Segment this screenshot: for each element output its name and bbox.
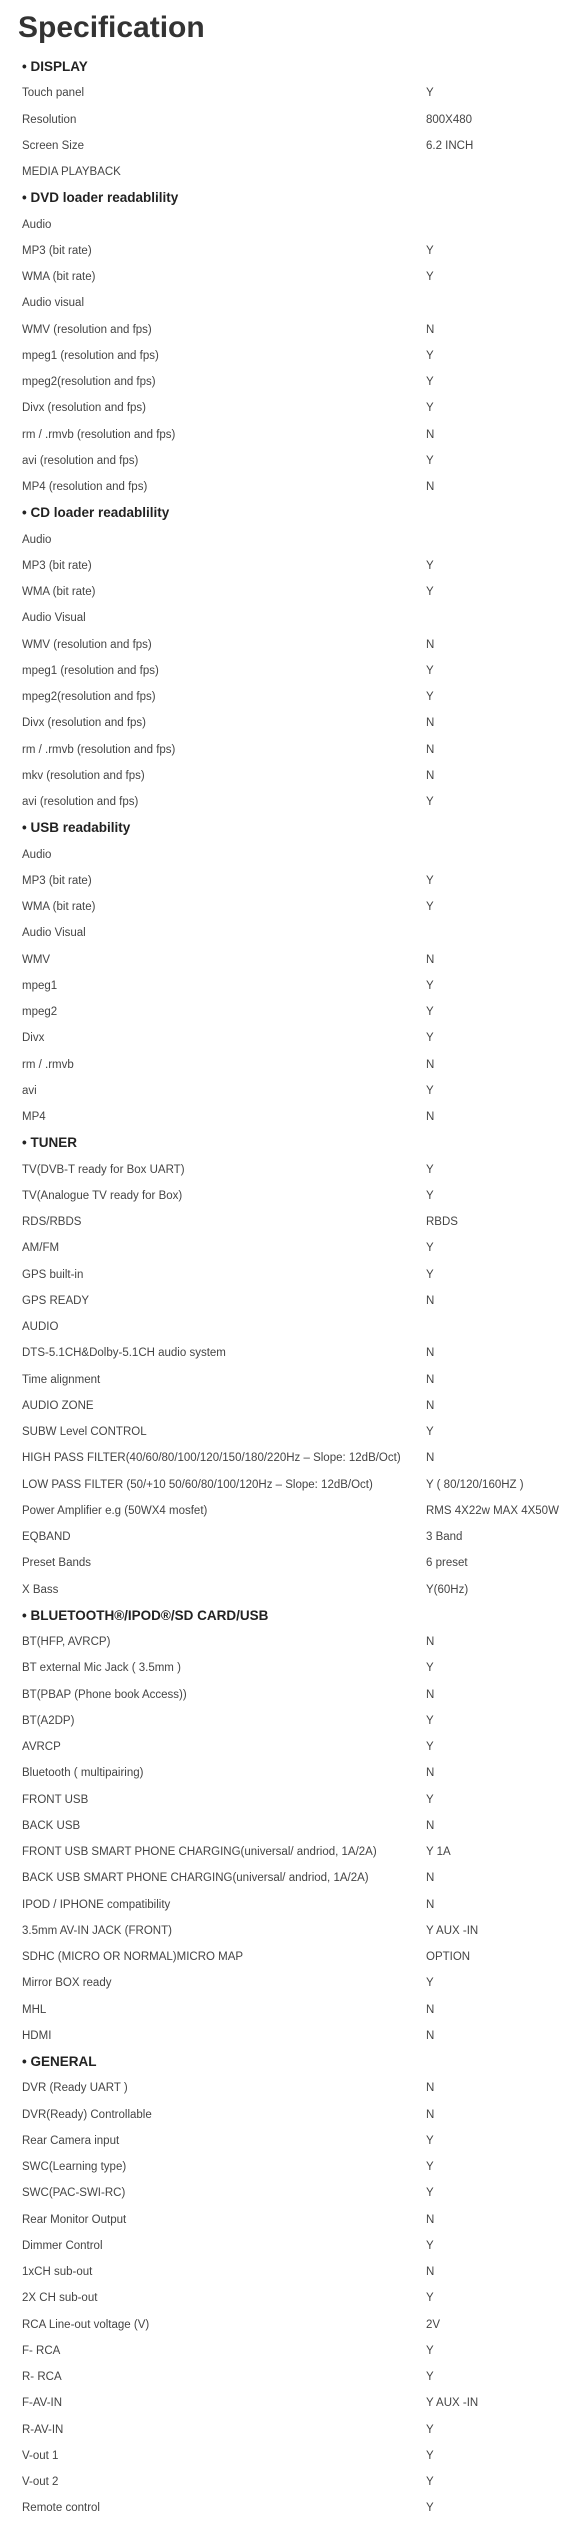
spec-value: Y	[426, 349, 434, 362]
spec-row	[8, 343, 575, 369]
spec-value: Y	[426, 1163, 434, 1176]
spec-row	[8, 1367, 575, 1393]
spec-value: Y	[426, 901, 434, 913]
spec-row	[8, 1235, 575, 1261]
spec-label: LOW PASS FILTER (50/+10 50/60/80/100/120Hz – Slope: 12dB/Oct)	[22, 1478, 373, 1491]
spec-row	[8, 553, 575, 579]
section-heading	[8, 815, 575, 841]
spec-row	[8, 2338, 575, 2364]
spec-row	[8, 920, 575, 946]
spec-label: FRONT USB	[22, 1793, 89, 1806]
spec-label: mpeg1 (resolution and fps)	[22, 349, 159, 362]
spec-label: rm / .rmvb	[22, 1058, 74, 1071]
spec-row	[8, 1524, 575, 1550]
spec-label: WMA (bit rate)	[22, 271, 96, 283]
spec-row	[8, 264, 575, 290]
spec-row	[8, 80, 575, 106]
spec-value: Y ( 80/120/160HZ )	[426, 1478, 524, 1491]
spec-value: Y	[426, 2239, 434, 2252]
spec-row	[8, 2233, 575, 2259]
spec-label: R-AV-IN	[22, 2423, 64, 2436]
spec-value: Y	[426, 1426, 434, 1438]
spec-value: Y	[426, 2476, 434, 2488]
spec-value: N	[426, 2003, 435, 2016]
spec-label: V-out 2	[22, 2476, 59, 2488]
spec-row	[8, 133, 575, 159]
spec-row	[8, 1760, 575, 1786]
spec-row	[8, 710, 575, 736]
spec-value: Y	[426, 1006, 434, 1018]
spec-label: mpeg2(resolution and fps)	[22, 691, 156, 703]
spec-label: Resolution	[22, 113, 77, 126]
spec-value: Y	[426, 2423, 434, 2436]
section-heading	[8, 2049, 575, 2075]
spec-label: BACK USB SMART PHONE CHARGING(universal/ andriod, 1A/2A)	[22, 1872, 369, 1885]
spec-value: 2V	[426, 2318, 441, 2331]
spec-row	[8, 2285, 575, 2311]
spec-label: 1xCH sub-out	[22, 2266, 93, 2278]
spec-row	[8, 1288, 575, 1314]
spec-label: MP4 (resolution and fps)	[22, 481, 148, 493]
spec-label: SDHC (MICRO OR NORMAL)MICRO MAP	[22, 1951, 244, 1963]
spec-value: N	[426, 1452, 435, 1465]
section-title: • DISPLAY	[22, 59, 88, 74]
spec-row	[8, 2102, 575, 2128]
spec-value: N	[426, 323, 435, 336]
spec-row	[8, 1944, 575, 1970]
spec-value: Y	[426, 1714, 434, 1727]
spec-row	[8, 2075, 575, 2101]
spec-row	[8, 1078, 575, 1104]
spec-value: Y	[426, 2161, 434, 2173]
spec-row	[8, 369, 575, 395]
spec-value: N	[426, 1399, 435, 1412]
spec-row	[8, 2154, 575, 2180]
spec-value: N	[426, 1898, 435, 1911]
spec-label: Divx (resolution and fps)	[22, 717, 146, 730]
spec-row	[8, 2417, 575, 2443]
spec-label: Audio	[22, 218, 52, 231]
spec-row	[8, 973, 575, 999]
spec-label: BT(A2DP)	[22, 1714, 75, 1727]
spec-row	[8, 527, 575, 553]
spec-label: BACK USB	[22, 1819, 81, 1832]
spec-label: Rear Monitor Output	[22, 2213, 127, 2226]
spec-label: AM/FM	[22, 1242, 60, 1255]
spec-label: WMA (bit rate)	[22, 901, 96, 913]
spec-label: GPS built-in	[22, 1268, 84, 1281]
spec-label: MEDIA PLAYBACK	[22, 166, 121, 178]
spec-label: WMV (resolution and fps)	[22, 638, 152, 651]
spec-value: Y	[426, 1662, 434, 1675]
spec-label: BT(HFP, AVRCP)	[22, 1636, 111, 1648]
spec-label: Audio Visual	[22, 612, 86, 625]
spec-label: mpeg2(resolution and fps)	[22, 376, 156, 388]
spec-row	[8, 868, 575, 894]
spec-label: WMA (bit rate)	[22, 586, 96, 598]
spec-label: DVR (Ready UART )	[22, 2082, 128, 2095]
spec-label: rm / .rmvb (resolution and fps)	[22, 743, 176, 756]
spec-value: Y	[426, 402, 434, 415]
spec-row	[8, 1393, 575, 1419]
spec-label: MP3 (bit rate)	[22, 874, 92, 887]
section-title: • GENERAL	[22, 2054, 97, 2069]
spec-value: 800X480	[426, 113, 473, 126]
spec-label: 3.5mm AV-IN JACK (FRONT)	[22, 1924, 172, 1937]
spec-row	[8, 2128, 575, 2154]
spec-value: Y	[426, 2371, 434, 2383]
section-heading	[8, 1603, 575, 1629]
section-heading	[8, 500, 575, 526]
spec-value: N	[426, 481, 435, 493]
spec-value: Y	[426, 1268, 434, 1281]
spec-label: mpeg1 (resolution and fps)	[22, 664, 159, 677]
spec-row	[8, 1734, 575, 1760]
spec-value: N	[426, 769, 435, 782]
spec-row	[8, 1262, 575, 1288]
spec-value: Y	[426, 664, 434, 677]
spec-label: EQBAND	[22, 1531, 71, 1543]
spec-value: 6.2 INCH	[426, 139, 474, 152]
spec-value: Y	[426, 586, 434, 598]
spec-label: R- RCA	[22, 2371, 62, 2383]
spec-row	[8, 2495, 575, 2521]
spec-value: Y AUX -IN	[426, 1924, 479, 1937]
spec-row	[8, 2207, 575, 2233]
spec-label: Time alignment	[22, 1373, 101, 1386]
spec-label: DVR(Ready) Controllable	[22, 2108, 152, 2121]
spec-value: Y AUX -IN	[426, 2397, 479, 2410]
spec-label: V-out 1	[22, 2449, 59, 2462]
spec-label: mkv (resolution and fps)	[22, 769, 145, 782]
spec-value: Y	[426, 1977, 434, 1990]
spec-value: N	[426, 638, 435, 651]
spec-row	[8, 1419, 575, 1445]
spec-value: Y	[426, 271, 434, 283]
spec-row	[8, 2259, 575, 2285]
spec-label: RCA Line-out voltage (V)	[22, 2318, 150, 2331]
spec-label: FRONT USB SMART PHONE CHARGING(universal/ andriod, 1A/2A)	[22, 1846, 377, 1858]
spec-row	[8, 1550, 575, 1576]
spec-row	[8, 2443, 575, 2469]
spec-value: Y	[426, 2134, 434, 2147]
spec-value: N	[426, 1373, 435, 1386]
spec-value: N	[426, 1688, 435, 1701]
spec-label: BT(PBAP (Phone book Access))	[22, 1688, 187, 1701]
spec-label: TV(DVB-T ready for Box UART)	[22, 1163, 185, 1176]
spec-row	[8, 1787, 575, 1813]
spec-label: Touch panel	[22, 87, 85, 100]
spec-label: Audio	[22, 848, 52, 861]
section-title: • USB readability	[22, 820, 131, 836]
spec-value: RMS 4X22w MAX 4X50W	[426, 1504, 559, 1517]
spec-row	[8, 999, 575, 1025]
spec-row	[8, 1157, 575, 1183]
spec-row	[8, 1209, 575, 1235]
spec-label: Screen Size	[22, 139, 85, 152]
spec-value: Y	[426, 2292, 434, 2305]
section-title: • DVD loader readablility	[22, 190, 179, 206]
spec-row	[8, 238, 575, 264]
spec-value: Y	[426, 1084, 434, 1097]
spec-label: Audio visual	[22, 297, 85, 310]
spec-list	[8, 54, 575, 2522]
spec-value: Y	[426, 87, 434, 100]
spec-row	[8, 2023, 575, 2049]
spec-value: N	[426, 1294, 435, 1307]
spec-row	[8, 658, 575, 684]
spec-label: HDMI	[22, 2029, 52, 2042]
spec-label: avi (resolution and fps)	[22, 796, 139, 808]
spec-label: SUBW Level CONTROL	[22, 1426, 147, 1438]
spec-value: N	[426, 717, 435, 730]
spec-value: Y 1A	[426, 1846, 451, 1858]
spec-value: Y	[426, 874, 434, 887]
spec-row	[8, 107, 575, 133]
spec-value: N	[426, 1819, 435, 1832]
spec-row	[8, 1340, 575, 1366]
spec-label: SWC(Learning type)	[22, 2161, 127, 2173]
spec-value: Y(60Hz)	[426, 1583, 469, 1596]
spec-row	[8, 1025, 575, 1051]
spec-value: Y	[426, 244, 434, 257]
spec-row	[8, 1708, 575, 1734]
spec-row	[8, 1498, 575, 1524]
spec-label: avi (resolution and fps)	[22, 454, 139, 467]
spec-value: N	[426, 1111, 435, 1123]
spec-value: RBDS	[426, 1216, 458, 1228]
spec-label: MHL	[22, 2003, 47, 2016]
spec-value: Y	[426, 2187, 434, 2200]
spec-value: Y	[426, 1189, 434, 1202]
spec-row	[8, 1472, 575, 1498]
section-heading	[8, 54, 575, 80]
spec-label: Rear Camera input	[22, 2134, 120, 2147]
spec-row	[8, 1445, 575, 1471]
spec-row	[8, 737, 575, 763]
spec-label: F- RCA	[22, 2344, 61, 2357]
spec-value: Y	[426, 559, 434, 572]
spec-label: BT external Mic Jack ( 3.5mm )	[22, 1662, 181, 1675]
spec-label: Bluetooth ( multipairing)	[22, 1767, 144, 1780]
section-title: • BLUETOOTH®/IPOD®/SD CARD/USB	[22, 1607, 269, 1623]
spec-row	[8, 842, 575, 868]
spec-row	[8, 894, 575, 920]
spec-label: MP3 (bit rate)	[22, 244, 92, 257]
spec-label: HIGH PASS FILTER(40/60/80/100/120/150/180/220Hz – Slope: 12dB/Oct)	[22, 1452, 401, 1465]
spec-row	[8, 1865, 575, 1891]
spec-value: OPTION	[426, 1951, 471, 1963]
spec-label: Audio Visual	[22, 927, 86, 940]
spec-value: N	[426, 2213, 435, 2226]
spec-row	[8, 159, 575, 185]
spec-label: WMV	[22, 953, 51, 966]
spec-row	[8, 1892, 575, 1918]
spec-value: Y	[426, 1032, 434, 1045]
spec-row	[8, 474, 575, 500]
spec-row	[8, 1629, 575, 1655]
spec-row	[8, 579, 575, 605]
spec-row	[8, 317, 575, 343]
spec-row	[8, 1813, 575, 1839]
spec-label: Divx	[22, 1032, 45, 1045]
spec-row	[8, 684, 575, 710]
spec-value: Y	[426, 796, 434, 808]
spec-label: MP4	[22, 1111, 46, 1123]
spec-row	[8, 2469, 575, 2495]
spec-value: N	[426, 428, 435, 441]
spec-value: N	[426, 2266, 435, 2278]
spec-value: Y	[426, 691, 434, 703]
spec-row	[8, 2390, 575, 2416]
spec-label: AVRCP	[22, 1741, 61, 1753]
spec-label: mpeg1	[22, 979, 58, 992]
spec-label: Mirror BOX ready	[22, 1977, 112, 1990]
spec-row	[8, 2312, 575, 2338]
spec-label: avi	[22, 1084, 37, 1097]
spec-label: X Bass	[22, 1583, 59, 1596]
spec-row	[8, 1682, 575, 1708]
spec-row	[8, 448, 575, 474]
spec-value: N	[426, 1347, 435, 1360]
spec-label: Dimmer Control	[22, 2239, 103, 2252]
spec-row	[8, 632, 575, 658]
spec-row	[8, 1183, 575, 1209]
spec-row	[8, 1839, 575, 1865]
section-heading	[8, 185, 575, 211]
spec-label: mpeg2	[22, 1006, 58, 1018]
spec-row	[8, 395, 575, 421]
spec-row	[8, 2180, 575, 2206]
spec-value: N	[426, 743, 435, 756]
spec-label: AUDIO	[22, 1321, 59, 1333]
spec-row	[8, 763, 575, 789]
spec-value: Y	[426, 979, 434, 992]
spec-row	[8, 1577, 575, 1603]
spec-value: N	[426, 2108, 435, 2121]
section-title: • TUNER	[22, 1135, 77, 1151]
spec-label: DTS-5.1CH&Dolby-5.1CH audio system	[22, 1347, 226, 1360]
spec-value: Y	[426, 2502, 434, 2515]
spec-row	[8, 1918, 575, 1944]
spec-value: N	[426, 1058, 435, 1071]
spec-row	[8, 212, 575, 238]
spec-value: Y	[426, 2344, 434, 2357]
spec-label: Preset Bands	[22, 1557, 92, 1570]
spec-label: AUDIO ZONE	[22, 1399, 94, 1412]
spec-label: 2X CH sub-out	[22, 2292, 98, 2305]
section-heading	[8, 1130, 575, 1156]
spec-label: MP3 (bit rate)	[22, 559, 92, 572]
spec-value: N	[426, 1872, 435, 1885]
spec-row	[8, 1970, 575, 1996]
spec-value: Y	[426, 1741, 434, 1753]
spec-row	[8, 1052, 575, 1078]
spec-value: Y	[426, 454, 434, 467]
spec-value: N	[426, 1767, 435, 1780]
page-title: Specification	[18, 11, 205, 44]
spec-label: rm / .rmvb (resolution and fps)	[22, 428, 176, 441]
spec-value: N	[426, 2029, 435, 2042]
spec-value: N	[426, 953, 435, 966]
spec-label: IPOD / IPHONE compatibility	[22, 1898, 171, 1911]
spec-value: Y	[426, 1793, 434, 1806]
spec-row	[8, 1997, 575, 2023]
spec-value: Y	[426, 1242, 434, 1255]
spec-value: 6 preset	[426, 1557, 468, 1570]
spec-value: Y	[426, 376, 434, 388]
spec-value: N	[426, 1636, 435, 1648]
spec-value: 3 Band	[426, 1531, 463, 1543]
spec-label: GPS READY	[22, 1294, 90, 1307]
spec-row	[8, 2364, 575, 2390]
spec-label: Divx (resolution and fps)	[22, 402, 146, 415]
spec-row	[8, 1655, 575, 1681]
spec-row	[8, 947, 575, 973]
spec-label: Audio	[22, 533, 52, 546]
spec-value: Y	[426, 2449, 434, 2462]
spec-label: Remote control	[22, 2502, 100, 2515]
spec-row	[8, 1104, 575, 1130]
spec-row	[8, 789, 575, 815]
spec-label: F-AV-IN	[22, 2397, 63, 2410]
spec-row	[8, 422, 575, 448]
spec-label: TV(Analogue TV ready for Box)	[22, 1189, 183, 1202]
spec-label: WMV (resolution and fps)	[22, 323, 152, 336]
spec-label: Power Amplifier e.g (50WX4 mosfet)	[22, 1504, 208, 1517]
spec-row	[8, 1314, 575, 1340]
spec-row	[8, 605, 575, 631]
section-title: • CD loader readablility	[22, 505, 170, 521]
spec-label: SWC(PAC-SWI-RC)	[22, 2187, 126, 2200]
spec-row	[8, 290, 575, 316]
spec-label: RDS/RBDS	[22, 1216, 82, 1228]
spec-value: N	[426, 2082, 435, 2095]
